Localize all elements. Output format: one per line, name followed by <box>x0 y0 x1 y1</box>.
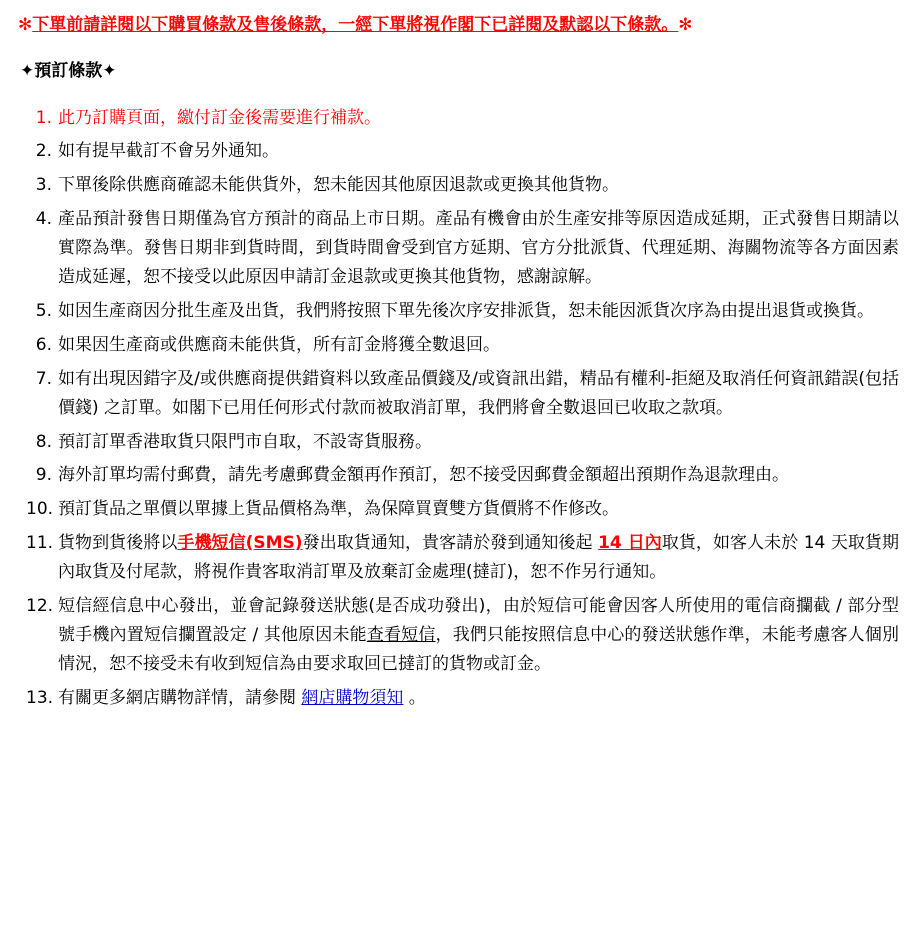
emphasis-text: 查看短信 <box>366 624 436 645</box>
emphasis-text: 14 日內 <box>598 533 662 554</box>
term-item <box>56 104 899 133</box>
term-text: 發出取貨通知，貴客請於發到通知後起 <box>302 533 599 554</box>
star-left-icon: ✻ <box>18 15 33 35</box>
term-text: 如有提早截訂不會另外通知。 <box>58 141 279 162</box>
term-text: 有關更多網店購物詳情，請參閱 <box>58 687 302 708</box>
term-text: ，我們只能按照信息中心的發送狀態作準，未能考慮客人個別情況，恕不接受未有收到短信為由要求取回已撻訂的貨物或訂金。 <box>58 624 899 674</box>
term-text: 貨物到貨後將以 <box>58 533 178 554</box>
term-item <box>56 297 899 326</box>
shop-guide-link[interactable]: 網店購物須知 <box>301 687 404 708</box>
term-item <box>56 171 899 200</box>
term-item <box>56 529 899 587</box>
term-item <box>56 684 899 713</box>
term-item <box>56 495 899 524</box>
term-text: 。 <box>403 687 426 708</box>
term-text: 預訂訂單香港取貨只限門市自取，不設寄貨服務。 <box>58 431 432 452</box>
term-item <box>56 365 899 423</box>
term-text: 如因生產商因分批生產及出貨，我們將按照下單先後次序安排派貨，恕未能因派貨次序為由提出退貨或換貨。 <box>58 300 874 321</box>
terms-list <box>14 104 899 713</box>
emphasis-text: 手機短信(SMS) <box>177 533 303 554</box>
top-notice <box>18 14 899 38</box>
term-text: 下單後除供應商確認未能供貨外，恕未能因其他原因退款或更換其他貨物。 <box>58 175 619 196</box>
term-item <box>56 461 899 490</box>
term-item <box>56 331 899 360</box>
term-item <box>56 592 899 679</box>
term-item <box>56 205 899 292</box>
term-item <box>56 428 899 457</box>
top-notice-text: 下單前請詳閱以下購買條款及售後條款，一經下單將視作閣下已詳閱及默認以下條款。 <box>32 15 679 35</box>
term-text: 此乃訂購頁面，繳付訂金後需要進行補款。 <box>58 107 381 128</box>
term-text: 如有出現因錯字及/或供應商提供錯資料以致產品價錢及/或資訊出錯，精品有權利-拒絕及取消任何資訊錯誤(包括價錢) 之訂單。如閣下已用任何形式付款而被取消訂單，我們將會全數退回已收取之款項。 <box>58 368 899 418</box>
term-text: 如果因生產商或供應商未能供貨，所有訂金將獲全數退回。 <box>58 334 500 355</box>
term-text: 海外訂單均需付郵費，請先考慮郵費金額再作預訂，恕不接受因郵費金額超出預期作為退款理由。 <box>58 465 789 486</box>
term-text: 產品預計發售日期僅為官方預計的商品上市日期。產品有機會由於生產安排等原因造成延期，正式發售日期請以實際為準。發售日期非到貨時間，到貨時間會受到官方延期、官方分批派貨、代理延期、海關物流等各方面因素造成延遲，恕不接受以此原因申請訂金退款或更換其他貨物，感謝諒解。 <box>58 209 899 288</box>
term-text: 短信經信息中心發出，並會記錄發送狀態(是否成功發出)，由於短信可能會因客人所使用的電信商攔截 / 部分型號手機內置短信攔置設定 / 其他原因未能 <box>58 595 899 645</box>
star-right-icon: ✻ <box>678 15 693 35</box>
section-title: ✦預訂條款✦ <box>20 60 117 81</box>
term-text: 取貨，如客人未於 14 天取貨期內取貨及付尾款，將視作貴客取消訂單及放棄訂金處理(撻訂)，恕不作另行通知。 <box>58 533 899 583</box>
term-item <box>56 137 899 166</box>
term-text: 預訂貨品之單價以單據上貨品價格為準，為保障買賣雙方貨價將不作修改。 <box>58 499 619 520</box>
